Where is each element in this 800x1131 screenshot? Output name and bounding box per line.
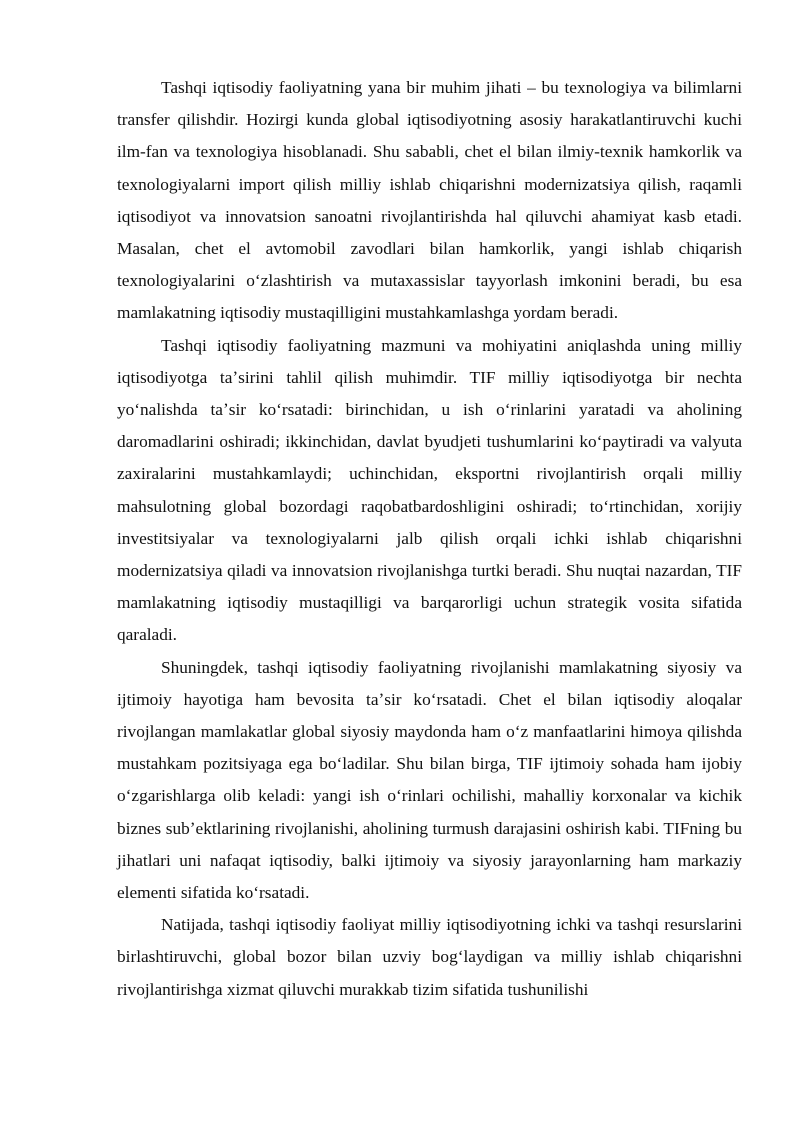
- paragraph-social-political-impact: Shuningdek, tashqi iqtisodiy faoliyatning rivojlanishi mamlakatning siyosiy va ijtimoiy hayotiga ham bevosita taʼsir koʻrsatadi. Chet el bilan iqtisodiy aloqalar rivojlangan mamlakatlar global siyosiy maydonda ham oʻz manfaatlarini himoya qilishda mustahkam pozitsiyaga ega boʻladilar. Shu bilan birga, TIF ijtimoiy sohada ham ijobiy oʻzgarishlarga olib keladi: yangi ish oʻrinlari ochilishi, mahalliy korxonalar va kichik biznes subʼektlarining rivojlanishi, aholining turmush darajasini oshirish kabi. TIFning bu jihatlari uni nafaqat iqtisodiy, balki ijtimoiy va siyosiy jarayonlarning ham markaziy elementi sifatida koʻrsatadi.: [117, 657, 742, 903]
- paragraph-technology-transfer: Tashqi iqtisodiy faoliyatning yana bir muhim jihati – bu texnologiya va bilimlarni transfer qilishdir. Hozirgi kunda global iqtisodiyotning asosiy harakatlantiruvchi kuchi ilm-fan va texnologiya hisoblanadi. Shu sababli, chet el bilan ilmiy-texnik hamkorlik va texnologiyalarni import qilish milliy ishlab chiqarishni modernizatsiya qilish, raqamli iqtisodiyot va innovatsion sanoatni rivojlantirishda hal qiluvchi ahamiyat kasb etadi. Masalan, chet el avtomobil zavodlari bilan hamkorlik, yangi ishlab chiqarish texnologiyalarini oʻzlashtirish va mutaxassislar tayyorlash imkonini beradi, bu esa mamlakatning iqtisodiy mustaqilligini mustahkamlashga yordam beradi.: [117, 78, 742, 323]
- paragraph-economic-impact: Tashqi iqtisodiy faoliyatning mazmuni va mohiyatini aniqlashda uning milliy iqtisodiyotga taʼsirini tahlil qilish muhimdir. TIF milliy iqtisodiyotga bir nechta yoʻnalishda taʼsir koʻrsatadi: birinchidan, u ish oʻrinlarini yaratadi va aholining daromadlarini oshiradi; ikkinchidan, davlat byudjeti tushumlarini koʻpaytiradi va valyuta zaxiralarini mustahkamlaydi; uchinchidan, eksportni rivojlantirish orqali milliy mahsulotning global bozordagi raqobatbardoshligini oshiradi; toʻrtinchidan, xorijiy investitsiyalar va texnologiyalarni jalb qilish orqali ichki ishlab chiqarishni modernizatsiya qiladi va innovatsion rivojlanishga turtki beradi. Shu nuqtai nazardan, TIF mamlakatning iqtisodiy mustaqilligi va barqarorligi uchun strategik vosita sifatida qaraladi.: [117, 335, 742, 645]
- paragraph-conclusion: Natijada, tashqi iqtisodiy faoliyat milliy iqtisodiyotning ichki va tashqi resurslarini birlashtiruvchi, global bozor bilan uzviy bogʻlaydigan va milliy ishlab chiqarishni rivojlantirishga xizmat qiluvchi murakkab tizim sifatida tushunilishi: [117, 915, 742, 999]
- document-body: [117, 72, 742, 1006]
